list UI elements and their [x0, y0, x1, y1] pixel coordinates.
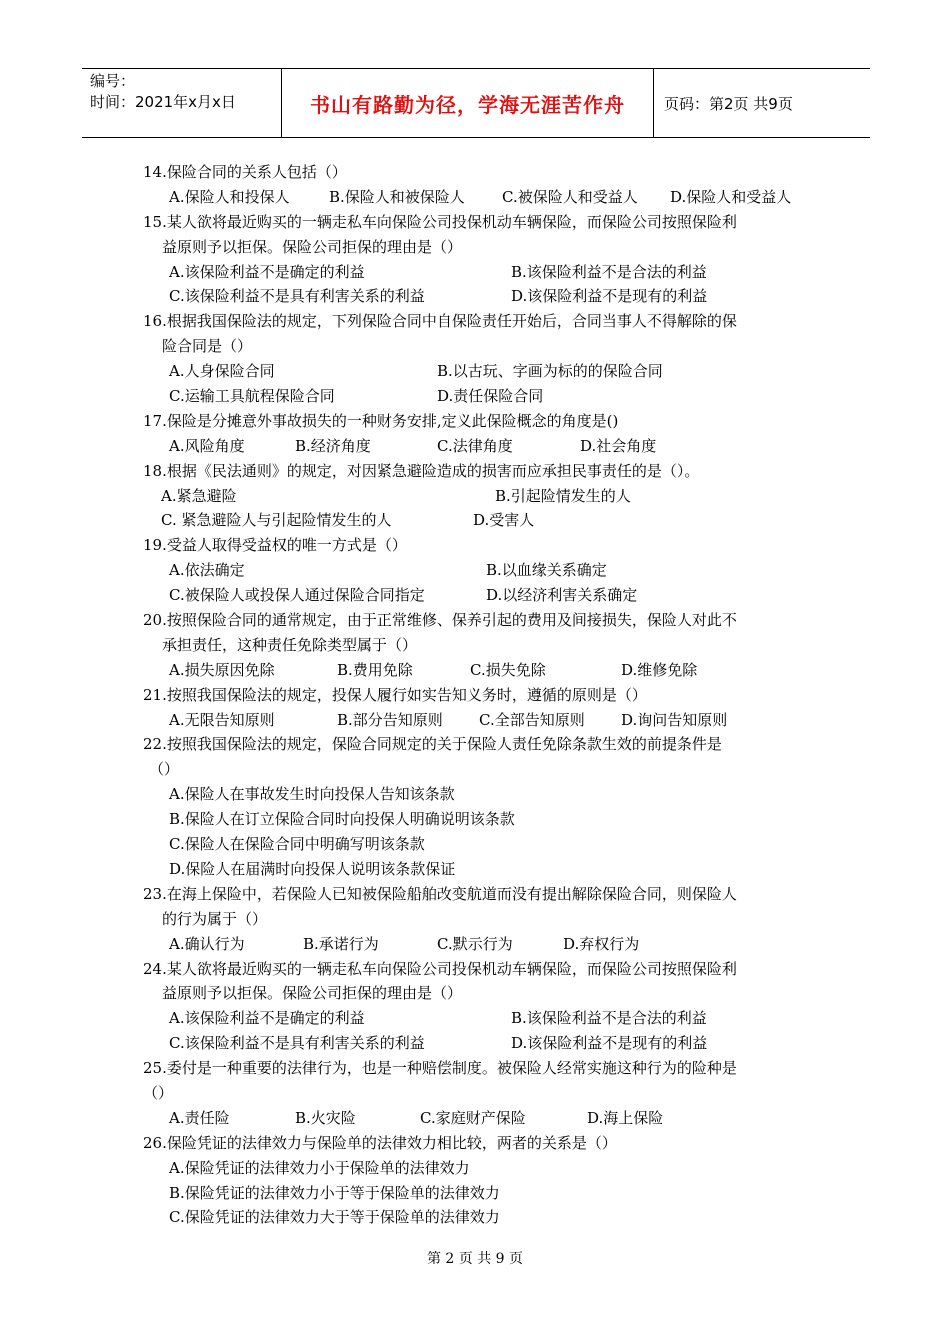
question-24-options-row1 — [143, 1006, 815, 1031]
question-26-option-b: B.保险凭证的法律效力小于等于保险单的法律效力 — [169, 1183, 500, 1202]
option-b: B.保险人和被保险人 — [329, 187, 465, 206]
question-18-options-row2 — [143, 508, 815, 533]
option-a: A.紧急避险 — [161, 486, 237, 505]
question-22-option-d: D.保险人在届满时向投保人说明该条款保证 — [169, 859, 456, 878]
page-footer: 第 2 页 共 9 页 — [426, 1251, 524, 1267]
option-c: C.默示行为 — [437, 934, 513, 953]
question-21-options — [143, 708, 815, 733]
option-c: C.运输工具航程保险合同 — [169, 387, 335, 406]
option-c: C. 紧急避险人与引起险情发生的人 — [161, 511, 392, 530]
option-a: A.该保险利益不是确定的利益 — [169, 1009, 365, 1028]
option-a: A.风险角度 — [169, 436, 245, 455]
option-c: C.家庭财产保险 — [420, 1108, 526, 1127]
option-b: B.费用免除 — [337, 660, 413, 679]
option-d: D.社会角度 — [580, 436, 657, 455]
option-a: A.依法确定 — [169, 561, 245, 580]
question-24-stem-cont: 益原则予以拒保。保险公司拒保的理由是（） — [162, 984, 463, 1003]
option-c: C.被保险人和受益人 — [502, 187, 638, 206]
option-a: A.保险人和投保人 — [169, 187, 290, 206]
time-label: 时间：2021年x月x日 — [90, 93, 236, 111]
question-16-stem: 16.根据我国保险法的规定，下列保险合同中自保险责任开始后，合同当事人不得解除的保 — [143, 312, 737, 331]
question-20-stem-cont: 承担责任，这种责任免除类型属于（） — [162, 635, 418, 654]
question-20-options — [143, 658, 815, 683]
question-24-options-row2 — [143, 1031, 815, 1056]
question-15-stem: 15.某人欲将最近购买的一辆走私车向保险公司投保机动车辆保险，而保险公司按照保险利 — [143, 212, 737, 231]
header-page-info: 页码：第2页 共9页 — [664, 94, 793, 113]
page-header — [82, 68, 870, 138]
option-b: B.以血缘关系确定 — [486, 561, 607, 580]
option-c: C.损失免除 — [470, 660, 546, 679]
question-26-option-c: C.保险凭证的法律效力大于等于保险单的法律效力 — [169, 1208, 500, 1227]
question-15-stem-cont: 益原则予以拒保。保险公司拒保的理由是（） — [162, 237, 463, 256]
question-21-stem: 21.按照我国保险法的规定，投保人履行如实告知义务时，遵循的原则是（） — [143, 685, 647, 704]
option-a: A.损失原因免除 — [169, 660, 275, 679]
option-d: D.保险人和受益人 — [670, 187, 792, 206]
question-15-options-row2 — [143, 284, 815, 309]
option-c: C.该保险利益不是具有利害关系的利益 — [169, 1034, 425, 1053]
option-a: A.确认行为 — [169, 934, 245, 953]
option-b: B.火灾险 — [295, 1108, 356, 1127]
question-22-option-b: B.保险人在订立保险合同时向投保人明确说明该条款 — [169, 810, 515, 829]
question-23-stem-cont: 的行为属于（） — [162, 909, 268, 928]
question-24-stem: 24.某人欲将最近购买的一辆走私车向保险公司投保机动车辆保险，而保险公司按照保险利 — [143, 959, 737, 978]
option-d: D.维修免除 — [621, 660, 698, 679]
question-19-options-row2 — [143, 583, 815, 608]
question-25-options — [143, 1106, 815, 1131]
question-list — [143, 160, 815, 1230]
question-19-options-row1 — [143, 558, 815, 583]
question-16-options-row2 — [143, 384, 815, 409]
option-c: C.被保险人或投保人通过保险合同指定 — [169, 586, 425, 605]
question-26-stem: 26.保险凭证的法律效力与保险单的法律效力相比较，两者的关系是（） — [143, 1133, 617, 1152]
question-22-stem: 22.按照我国保险法的规定，保险合同规定的关于保险人责任免除条款生效的前提条件是 — [143, 735, 722, 754]
option-d: D.询问告知原则 — [621, 710, 728, 729]
option-b: B.引起险情发生的人 — [495, 486, 631, 505]
option-d: D.海上保险 — [587, 1108, 664, 1127]
option-b: B.承诺行为 — [303, 934, 379, 953]
option-a: A.该保险利益不是确定的利益 — [169, 262, 365, 281]
option-a: A.人身保险合同 — [169, 362, 275, 381]
question-19-stem: 19.受益人取得受益权的唯一方式是（） — [143, 536, 407, 555]
option-b: B.该保险利益不是合法的利益 — [511, 1009, 707, 1028]
question-25-stem: 25.委付是一种重要的法律行为，也是一种赔偿制度。被保险人经常实施这种行为的险种是 — [143, 1059, 737, 1078]
question-15-options-row1 — [143, 260, 815, 285]
option-d: D.以经济利害关系确定 — [486, 586, 638, 605]
option-d: D.弃权行为 — [563, 934, 640, 953]
option-d: D.责任保险合同 — [437, 387, 544, 406]
question-23-stem: 23.在海上保险中，若保险人已知被保险船舶改变航道而没有提出解除保险合同，则保险人 — [143, 884, 737, 903]
option-c: C.法律角度 — [437, 436, 513, 455]
option-a: A.责任险 — [169, 1108, 230, 1127]
option-d: D.该保险利益不是现有的利益 — [511, 1034, 708, 1053]
option-b: B.以古玩、字画为标的的保险合同 — [437, 362, 663, 381]
option-d: D.该保险利益不是现有的利益 — [511, 287, 708, 306]
question-25-stem-cont: （） — [143, 1083, 174, 1102]
option-b: B.经济角度 — [295, 436, 371, 455]
question-26-option-a: A.保险凭证的法律效力小于保险单的法律效力 — [169, 1158, 470, 1177]
option-c: C.全部告知原则 — [479, 710, 585, 729]
question-22-option-a: A.保险人在事故发生时向投保人告知该条款 — [169, 785, 455, 804]
number-label: 编号： — [90, 72, 136, 90]
header-meta — [82, 69, 282, 137]
option-b: B.部分告知原则 — [337, 710, 443, 729]
question-23-options — [143, 932, 815, 957]
question-17-stem: 17.保险是分摊意外事故损失的一种财务安排,定义此保险概念的角度是() — [143, 411, 619, 430]
question-22-stem-cont: （） — [149, 760, 180, 779]
question-17-options — [143, 434, 815, 459]
question-14-stem: 14.保险合同的关系人包括（） — [143, 163, 347, 181]
question-16-options-row1 — [143, 359, 815, 384]
question-22-option-c: C.保险人在保险合同中明确写明该条款 — [169, 835, 425, 854]
option-c: C.该保险利益不是具有利害关系的利益 — [169, 287, 425, 306]
option-d: D.受害人 — [473, 511, 535, 530]
question-16-stem-cont: 险合同是（） — [162, 337, 253, 356]
question-18-stem: 18.根据《民法通则》的规定，对因紧急避险造成的损害而应承担民事责任的是（）。 — [143, 461, 700, 480]
question-18-options-row1 — [143, 484, 815, 509]
option-b: B.该保险利益不是合法的利益 — [511, 262, 707, 281]
question-14-options — [143, 185, 815, 210]
header-motto: 书山有路勤为径，学海无涯苦作舟 — [282, 69, 654, 137]
question-20-stem: 20.按照保险合同的通常规定，由于正常维修、保养引起的费用及间接损失，保险人对此不 — [143, 611, 737, 630]
option-a: A.无限告知原则 — [169, 710, 275, 729]
